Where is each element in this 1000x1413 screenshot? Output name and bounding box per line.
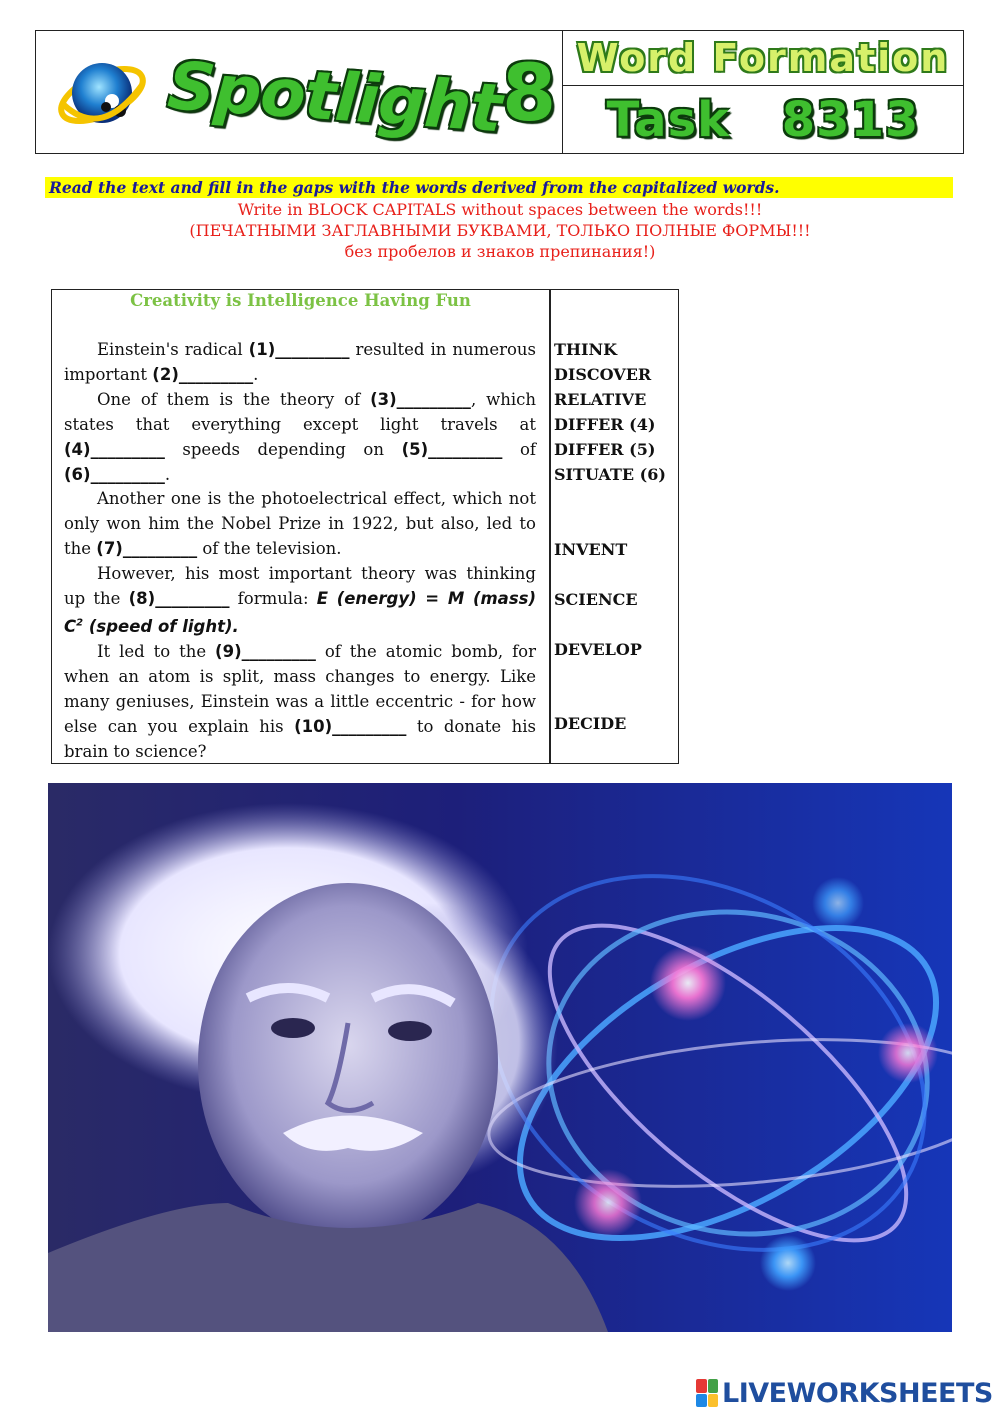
gap-1-input[interactable]: (1)_________ [248,340,350,359]
globe-logo-icon [54,45,150,141]
gap-9-input[interactable]: (9)_________ [215,642,316,662]
badge-square-blue [696,1394,707,1408]
task-label [607,92,920,148]
gap-3-input[interactable]: (3)_________ [370,389,471,409]
paragraph-4 [64,562,536,640]
keyword-column [554,290,674,763]
instruction-red-1: Write in BLOCK CAPITALS without spaces between the words!!! [237,200,763,219]
task-number: 8313 [781,91,920,148]
text-span: Einstein's radical [97,340,243,359]
formula-superscript: 2 [76,617,84,629]
instruction-english: Read the text and fill in the gaps with the words derived from the capitalized words. [45,177,953,198]
keyword-1: THINK [554,340,618,359]
keyword-9: DEVELOP [554,640,642,659]
badge-square-red [696,1379,707,1393]
text-span: , which states that everything except light travels at [64,389,537,434]
text-span: . [164,464,171,484]
gap-8-input[interactable]: (8)_________ [128,589,230,609]
text-span: of the atomic bomb, for when an atom is split, mass changes to energy. Like many geniuses, Einstein was a little eccentric - for how else can you explain his [64,642,537,737]
gap-7-input[interactable]: (7)_________ [96,539,198,559]
badge-square-yellow [708,1394,719,1408]
keyword-7: INVENT [554,540,628,559]
column-divider [549,290,551,763]
portrait-illustration [48,783,952,1332]
text-span: formula: [237,589,309,609]
liveworksheets-badge-icon [696,1379,718,1407]
text-span: It led to the [97,642,207,662]
keyword-5: DIFFER (5) [554,440,656,459]
einstein-atom-image [48,783,952,1332]
text-span: of [519,439,537,459]
task-word: Task [606,91,731,148]
text-span: resulted in numerous important [64,340,536,384]
paragraph-5 [64,640,536,765]
gap-10-input[interactable]: (10)_________ [294,717,407,737]
badge-square-green [708,1379,719,1393]
logo-number: 8 [502,49,557,139]
page-title: Word Formation [576,36,950,80]
worksheet-header [35,30,964,154]
instruction-red-2: (ПЕЧАТНЫМИ ЗАГЛАВНЫМИ БУКВАМИ, ТОЛЬКО ПОЛНЫЕ ФОРМЫ!!! [189,221,811,240]
exercise-table [51,289,679,764]
formula-text: E (energy) = M (mass) C [64,589,536,637]
text-span: of the television. [202,539,342,559]
instruction-red-3: без пробелов и знаков препинания!) [344,242,656,261]
text-span: Another one is the photoelectrical effect, which not only won him the Nobel Prize in 1922, but also, led to the [64,489,536,559]
keyword-6: SITUATE (6) [554,465,666,484]
text-span: One of them is the theory of [97,389,361,409]
gap-6-input[interactable]: (6)_________ [64,464,165,484]
text-span: speeds depending on [182,439,384,459]
gap-2-input[interactable]: (2)_________ [152,364,254,384]
gap-5-input[interactable]: (5)_________ [401,439,503,459]
keyword-8: SCIENCE [554,590,638,609]
text-span: . [253,364,259,384]
keyword-2: DISCOVER [554,365,652,384]
paragraph-1 [64,338,536,388]
text-span: However, his most important theory was thinking up the [64,564,536,609]
formula-text: (speed of light). [88,617,239,637]
liveworksheets-logo[interactable] [696,1376,993,1410]
gap-4-input[interactable]: (4)_________ [64,439,165,459]
paragraph-3 [64,487,536,562]
logo-word: Spotlight [165,47,504,148]
exercise-title: Creativity is Intelligence Having Fun [130,291,471,310]
keyword-3: RELATIVE [554,390,647,409]
spotlight-logo [36,31,563,153]
paragraph-2 [64,388,536,488]
exercise-text [64,338,536,765]
text-span: to donate his brain to science? [64,717,537,761]
keyword-4: DIFFER (4) [554,415,656,434]
keyword-10: DECIDE [554,714,627,733]
brand-text: LIVEWORKSHEETS [722,1377,993,1409]
